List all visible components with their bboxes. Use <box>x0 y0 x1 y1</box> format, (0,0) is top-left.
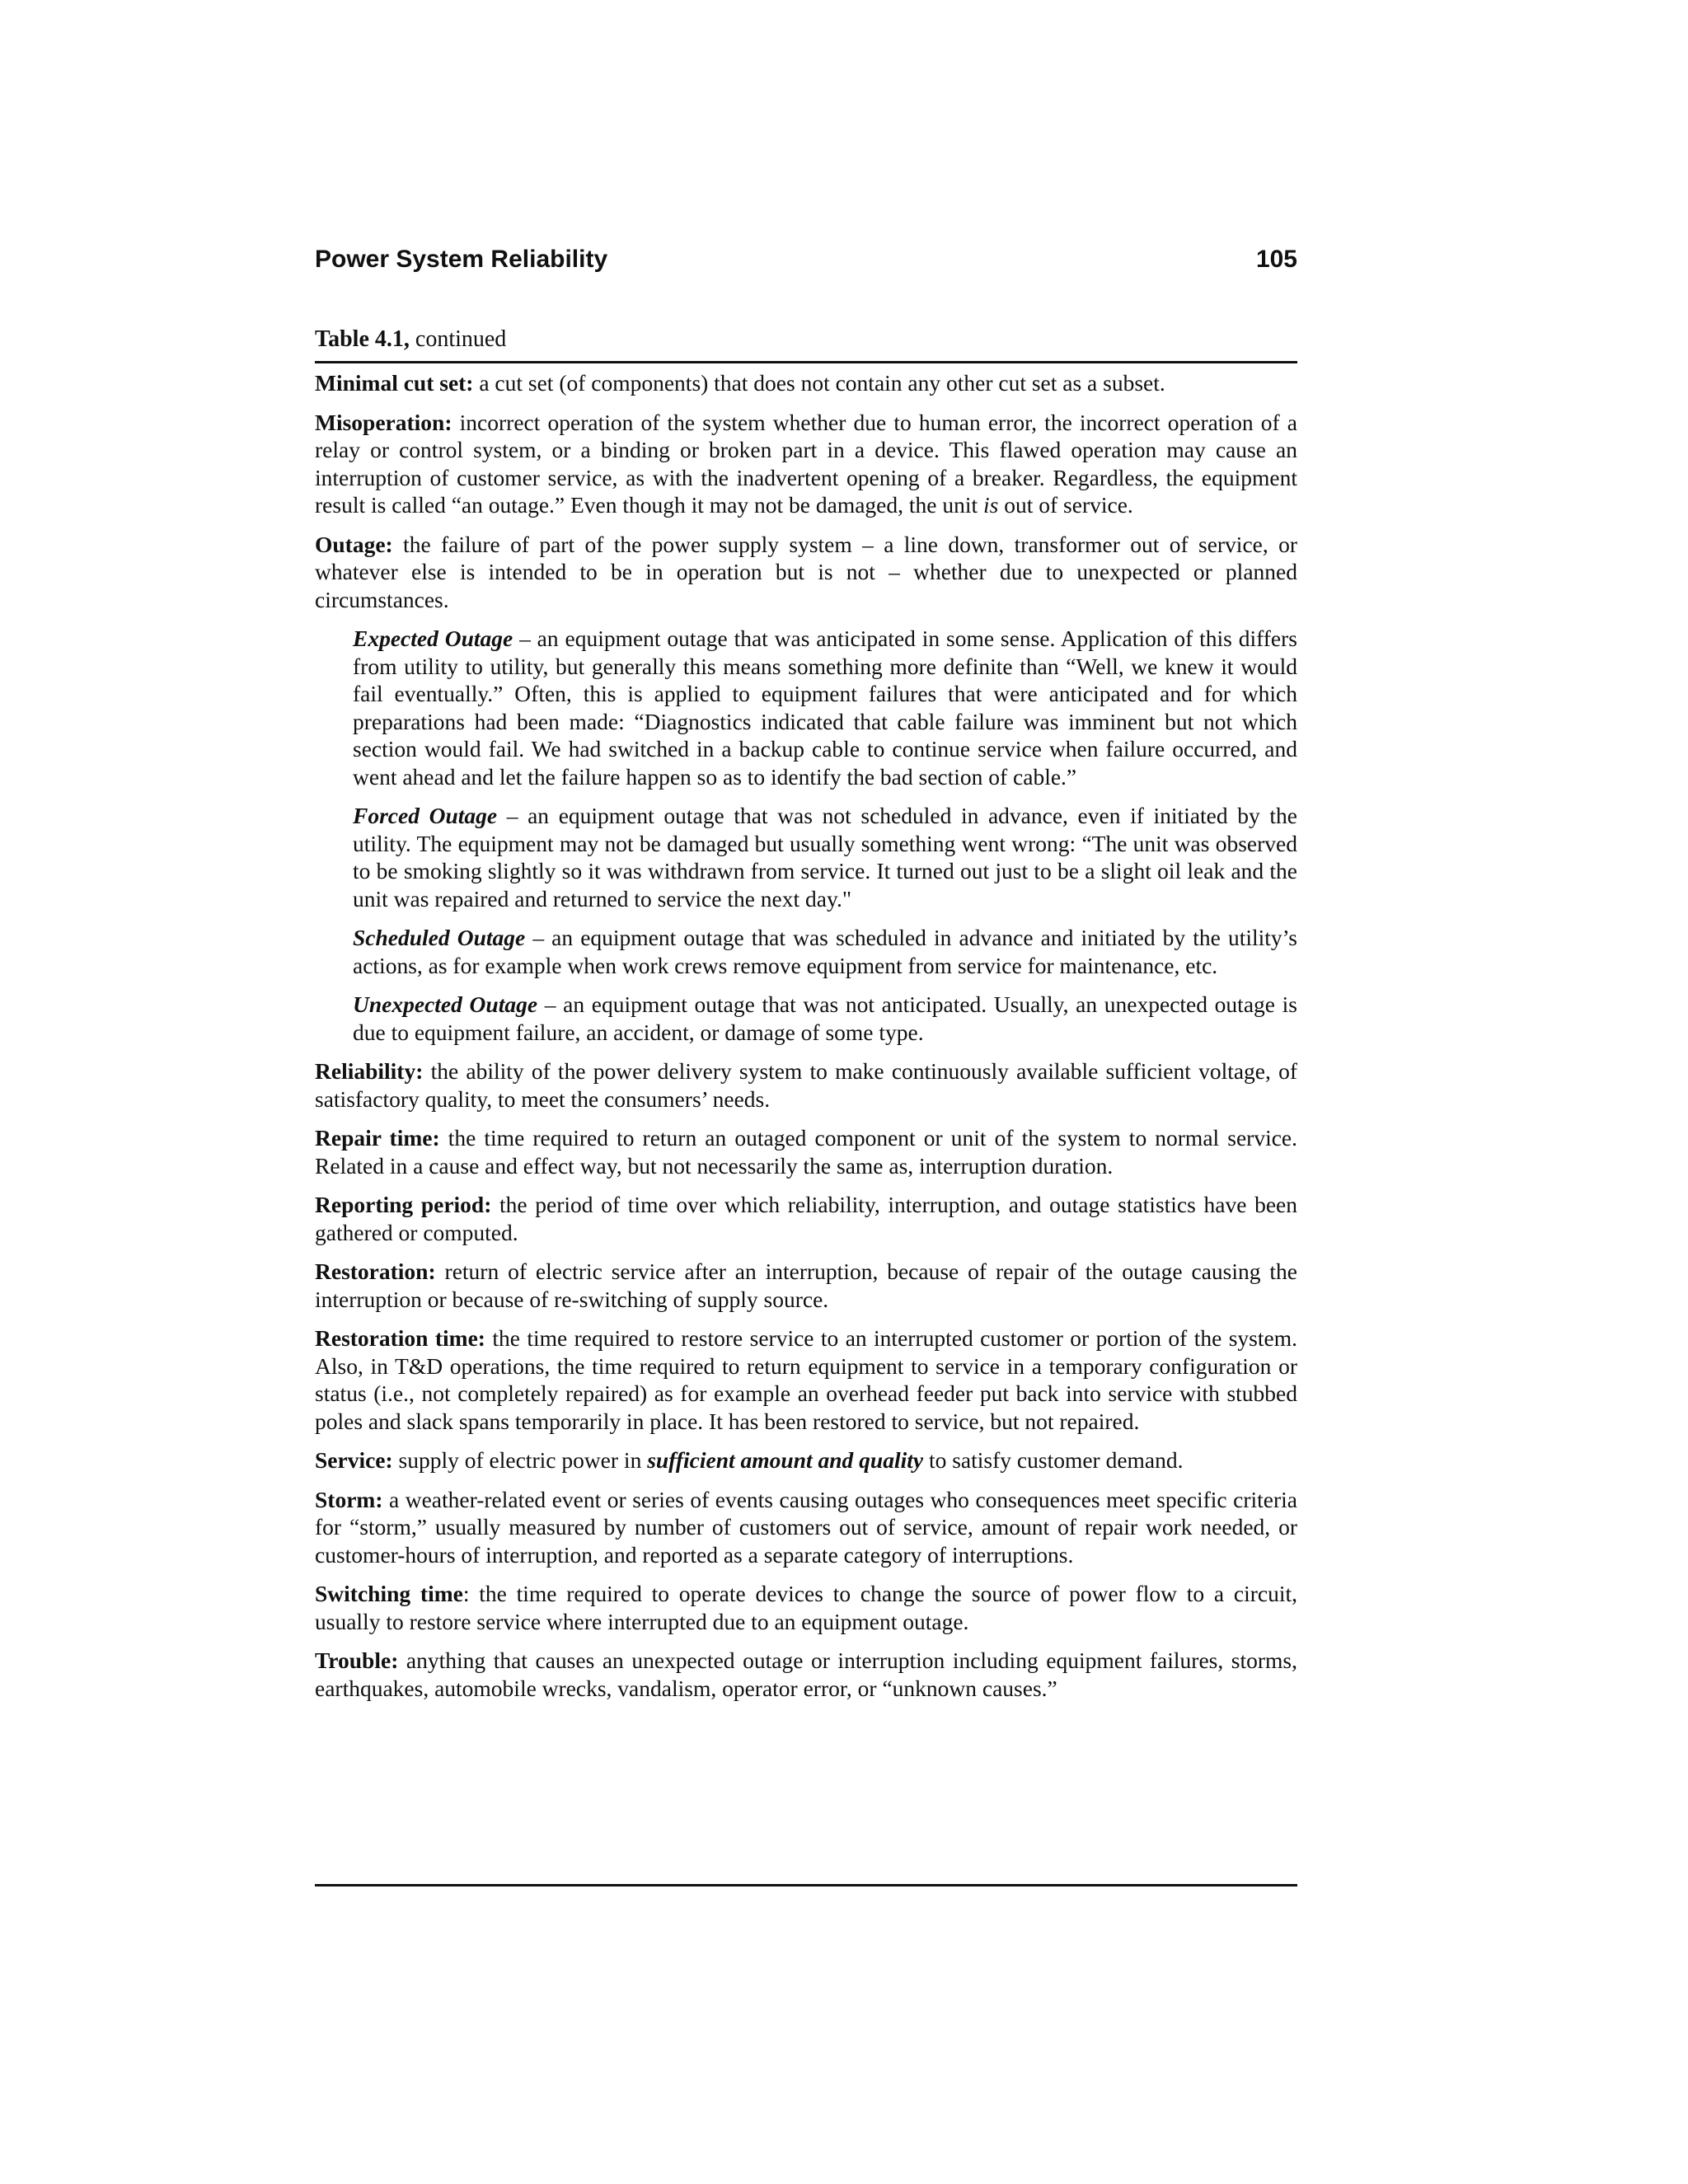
definition: – an equipment outage that was anticipated in some sense. Application of this differs from utility to utility, but generally this means something more definite than “Well, we knew it would fail eventually.” Often, this is applied to equipment failures that were anticipated and for which preparations had been made: “Diagnostics indicated that cable failure was imminent but not which section would fail. We had switched in a backup cable to continue service when failure occurred, and went ahead and let the failure happen so as to identify the bad section of cable.” <box>353 626 1298 790</box>
table-caption-rest: continued <box>409 326 507 352</box>
entry-expected-outage <box>353 625 1297 790</box>
term: Trouble: <box>315 1647 399 1673</box>
definition: a weather-related event or series of events causing outages who consequences meet specific criteria for “storm,” usually measured by number of customers out of service, amount of repair work needed, or customer-hours of interruption, and reported as a separate category of interruptions. <box>315 1486 1297 1568</box>
page-header <box>315 246 1297 279</box>
term: Unexpected Outage <box>353 991 538 1017</box>
definition-emphasis: is <box>983 492 999 518</box>
definition: the time required to return an outaged component or unit of the system to normal service. Related in a cause and effect way, but not necessarily the same as, interruption duration. <box>315 1125 1298 1179</box>
term: Restoration time: <box>315 1325 485 1351</box>
definition: anything that causes an unexpected outage or interruption including equipment failures, storms, earthquakes, automobile wrecks, vandalism, operator error, or “unknown causes.” <box>315 1647 1297 1701</box>
definition-end: to satisfy customer demand. <box>923 1447 1184 1473</box>
table-caption <box>315 326 506 353</box>
term: Repair time: <box>315 1125 440 1151</box>
definition: supply of electric power in <box>392 1447 648 1473</box>
entry-service <box>315 1446 1297 1474</box>
definition: the time required to restore service to an interrupted customer or portion of the system. Also, in T&D operations, the time required to return equipment to service in a temporary configuration or status (i.e., not completely repaired) as for example an overhead feeder put back into service with stubbed poles and slack spans temporarily in place. It has been restored to service, but not repaired. <box>315 1325 1297 1434</box>
term: Outage: <box>315 531 393 557</box>
term: Reporting period: <box>315 1192 492 1217</box>
entry-restoration <box>315 1258 1297 1313</box>
term: Storm: <box>315 1486 383 1512</box>
term: Minimal cut set: <box>315 370 474 396</box>
definition: the failure of part of the power supply system – a line down, transformer out of service, or whatever else is intended to be in operation but is not – whether due to unexpected or planned circumstances. <box>315 531 1297 612</box>
definition: the ability of the power delivery system to make continuously available sufficient voltage, of satisfactory quality, to meet the consumers’ needs. <box>315 1058 1297 1112</box>
term: Reliability: <box>315 1058 424 1084</box>
entry-unexpected-outage <box>353 991 1297 1046</box>
definition: the period of time over which reliability, interruption, and outage statistics have been gathered or computed. <box>315 1192 1297 1245</box>
entry-misoperation <box>315 409 1297 519</box>
entry-reliability <box>315 1057 1297 1113</box>
definition: – an equipment outage that was not anticipated. Usually, an unexpected outage is due to equipment failure, an accident, or damage of some type. <box>353 991 1297 1045</box>
definition-emphasis: sufficient amount and quality <box>647 1447 924 1473</box>
table-top-rule <box>315 361 1297 363</box>
entry-storm <box>315 1486 1297 1569</box>
entry-forced-outage <box>353 802 1297 912</box>
term: Expected Outage <box>353 626 513 651</box>
table-bottom-rule <box>315 1884 1297 1886</box>
entry-minimal-cut-set <box>315 369 1297 397</box>
definition: return of electric service after an interruption, because of repair of the outage causing the interruption or because of re-switching of supply source. <box>315 1258 1297 1312</box>
definition: – an equipment outage that was scheduled in advance and initiated by the utility’s actions, as for example when work crews remove equipment from service for maintenance, etc. <box>353 925 1297 978</box>
page-number: 105 <box>1255 246 1297 273</box>
definition-end: out of service. <box>998 492 1133 518</box>
definition: : the time required to operate devices to change the source of power flow to a circuit, usually to restore service where interrupted due to an equipment outage. <box>315 1581 1297 1634</box>
term: Misoperation: <box>315 409 452 435</box>
entry-trouble <box>315 1647 1297 1702</box>
glossary-entries <box>315 369 1297 1713</box>
entry-outage <box>315 531 1297 614</box>
entry-scheduled-outage <box>353 924 1297 979</box>
definition: – an equipment outage that was not scheduled in advance, even if initiated by the utility. The equipment may not be damaged but usually something went wrong: “The unit was observed to be smoking slightly so it was withdrawn from service. It turned out just to be a slight oil leak and the unit was repaired and returned to service the next day." <box>353 803 1297 912</box>
term: Forced Outage <box>353 803 498 828</box>
running-head: Power System Reliability <box>315 246 608 273</box>
entry-reporting-period <box>315 1191 1297 1246</box>
definition: a cut set (of components) that does not contain any other cut set as a subset. <box>473 370 1165 396</box>
term: Restoration: <box>315 1258 436 1284</box>
entry-restoration-time <box>315 1324 1297 1435</box>
term: Switching time <box>315 1581 463 1606</box>
entry-switching-time <box>315 1580 1297 1635</box>
term: Scheduled Outage <box>353 925 526 950</box>
term: Service: <box>315 1447 393 1473</box>
table-caption-label: Table 4.1, <box>315 326 410 352</box>
definition: incorrect operation of the system whether due to human error, the incorrect operation of a relay or control system, or a binding or broken part in a device. This flawed operation may cause an interruption of customer service, as with the inadvertent opening of a breaker. Regardless, the equipment result is called “an outage.” Even though it may not be damaged, the unit <box>315 409 1297 518</box>
entry-repair-time <box>315 1124 1297 1179</box>
